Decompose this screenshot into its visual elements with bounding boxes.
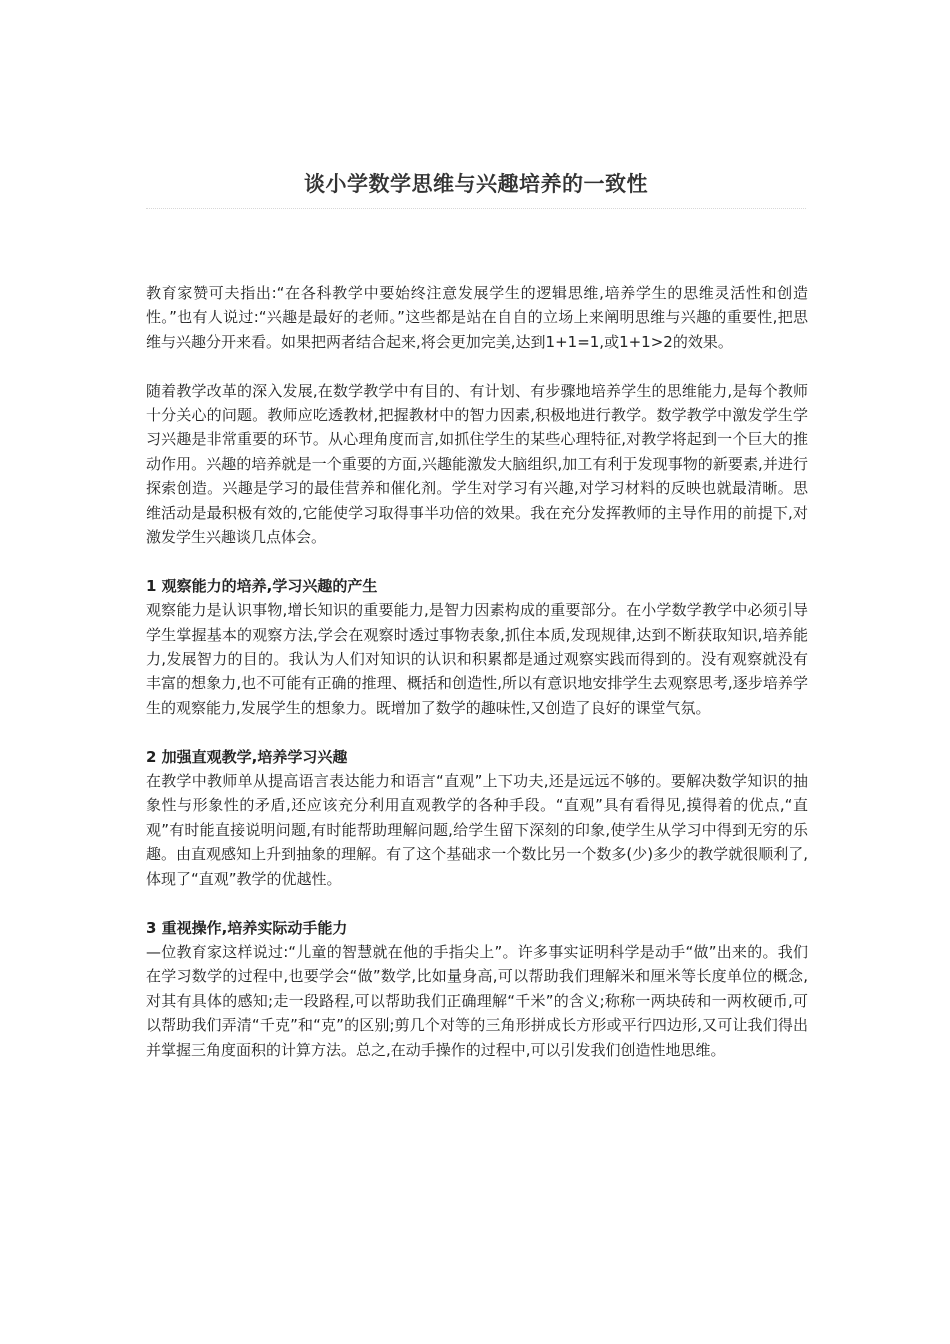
section-paragraph-2: 在教学中教师单从提高语言表达能力和语言“直观”上下功夫,还是远远不够的。要解决数学知识的抽象性与形象性的矛盾,还应该充分利用直观教学的各种手段。“直观”具有看得见,摸得着的优点,“直观”有时能直接说明问题,有时能帮助理解问题,给学生留下深刻的印象,使学生从学习中得到无穷的乐趣。由直观感知上升到抽象的理解。有了这个基础求一个数比另一个数多(少)多少的教学就很顺利了,体现了“直观”教学的优越性。 bbox=[146, 772, 808, 888]
section-heading-2: 2 加强直观教学,培养学习兴趣 bbox=[146, 747, 348, 766]
document-body bbox=[146, 281, 808, 1086]
section-heading-3: 3 重视操作,培养实际动手能力 bbox=[146, 918, 348, 937]
section-paragraph-1: 观察能力是认识事物,增长知识的重要能力,是智力因素构成的重要部分。在小学数学教学中必须引导学生掌握基本的观察方法,学会在观察时透过事物表象,抓住本质,发现规律,达到不断获取知识,培养能力,发展智力的目的。我认为人们对知识的认识和积累都是通过观察实践而得到的。没有观察就没有丰富的想象力,也不可能有正确的推理、概括和创造性,所以有意识地安排学生去观察思考,逐步培养学生的观察能力,发展学生的想象力。既增加了数学的趣味性,又创造了良好的课堂气氛。 bbox=[146, 601, 808, 717]
section-heading-1: 1 观察能力的培养,学习兴趣的产生 bbox=[146, 576, 378, 595]
title-divider bbox=[146, 208, 806, 209]
section-paragraph-3: —位教育家这样说过:“儿童的智慧就在他的手指尖上”。许多事实证明科学是动手“做”出来的。我们在学习数学的过程中,也要学会“做”数学,比如量身高,可以帮助我们理解米和厘米等长度单位的概念,对其有具体的感知;走一段路程,可以帮助我们正确理解“千米”的含义;称称一两块砖和一两枚硬币,可以帮助我们弄清“千克”和“克”的区别;剪几个对等的三角形拼成长方形或平行四边形,又可让我们得出并掌握三角度面积的计算方法。总之,在动手操作的过程中,可以引发我们创造性地思维。 bbox=[146, 942, 808, 1059]
document-title: 谈小学数学思维与兴趣培养的一致性 bbox=[304, 172, 648, 196]
intro-paragraph-2: 随着教学改革的深入发展,在数学教学中有目的、有计划、有步骤地培养学生的思维能力,是每个教师十分关心的问题。教师应吃透教材,把握教材中的智力因素,积极地进行教学。数学教学中激发学生学习兴趣是非常重要的环节。从心理角度而言,如抓住学生的某些心理特征,对教学将起到一个巨大的推动作用。兴趣的培养就是一个重要的方面,兴趣能激发大脑组织,加工有利于发现事物的新要素,并进行探索创造。兴趣是学习的最佳营养和催化剂。学生对学习有兴趣,对学习材料的反映也就最清晰。思维活动是最积极有效的,它能使学习取得事半功倍的效果。我在充分发挥教师的主导作用的前提下,对激发学生兴趣谈几点体会。 bbox=[146, 381, 808, 547]
intro-paragraph-1: 教育家赞可夫指出:“在各科教学中要始终注意发展学生的逻辑思维,培养学生的思维灵活性和创造性。”也有人说过:“兴趣是最好的老师。”这些都是站在自自的立场上来阐明思维与兴趣的重要性,把思维与兴趣分开来看。如果把两者结合起来,将会更加完美,达到1+1=1,或1+1>2的效果。 bbox=[146, 284, 808, 351]
